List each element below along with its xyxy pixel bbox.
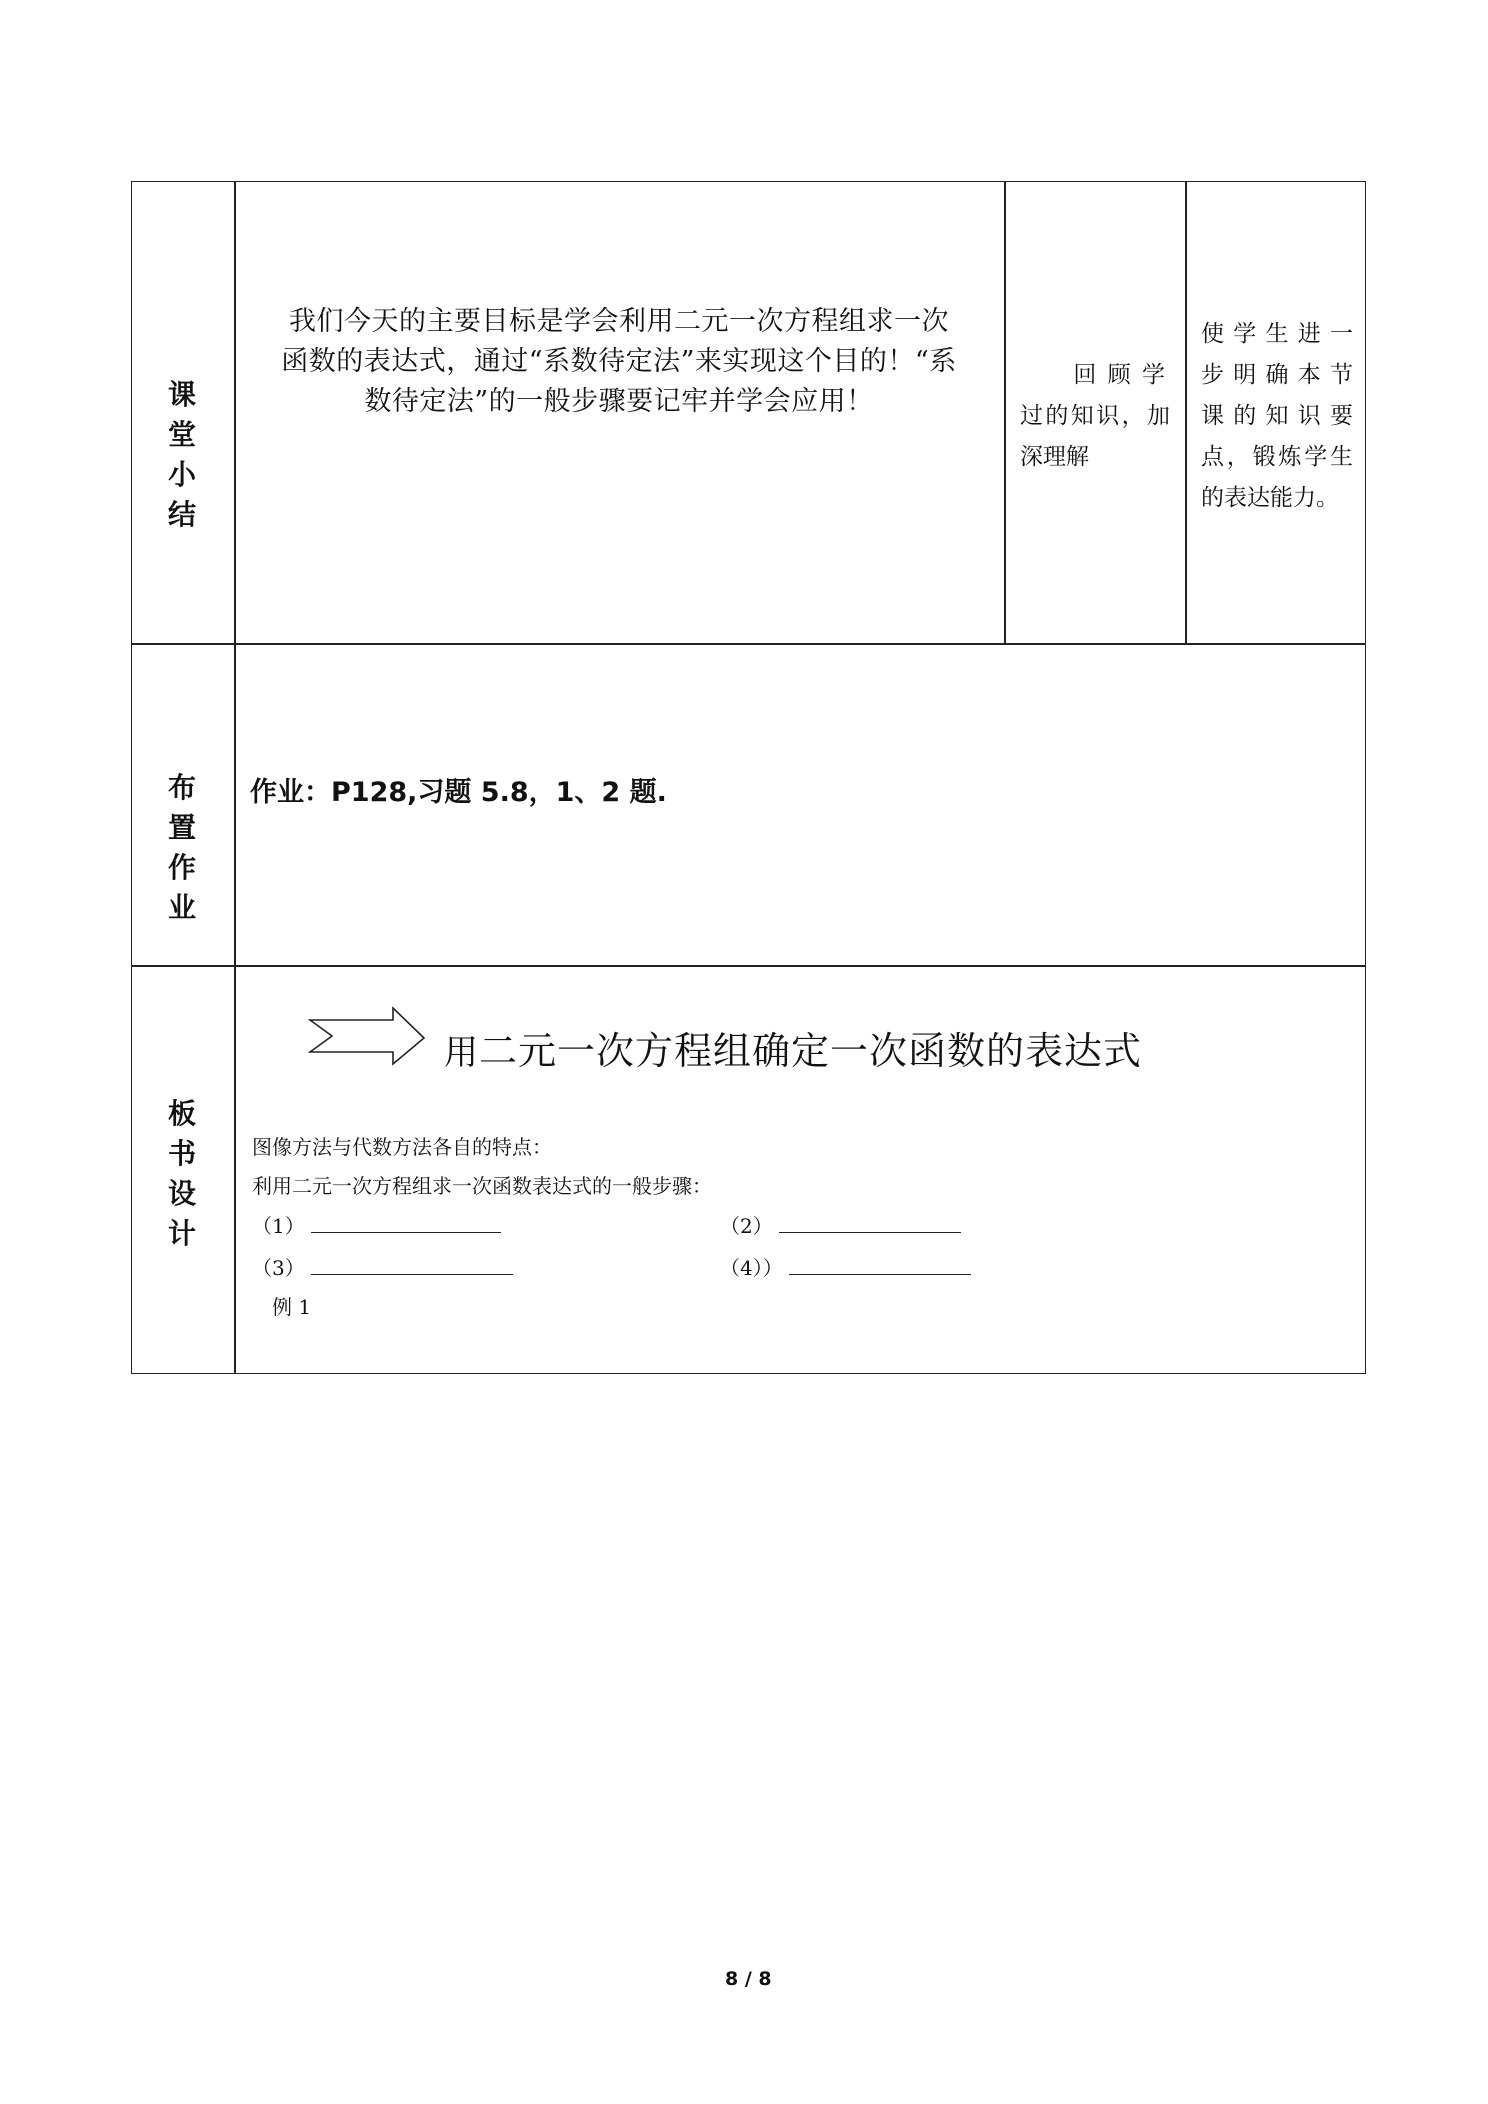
label-line: 小结	[167, 458, 196, 531]
step-1-blank	[311, 1212, 501, 1233]
column-divider	[1185, 182, 1187, 643]
step-4-blank	[789, 1254, 971, 1275]
intent-line: 的表达能力。	[1201, 485, 1339, 511]
board-row-label	[158, 1094, 206, 1254]
example-label: 例 1	[272, 1295, 312, 1319]
row-divider	[132, 643, 1365, 645]
intent-line: 使学生进一	[1201, 321, 1353, 347]
board-title-prefix: 用	[444, 1033, 479, 1073]
label-line: 布置	[167, 771, 196, 844]
activity-line: 回 顾 学	[1073, 362, 1167, 388]
summary-content	[236, 302, 1002, 422]
summary-line: 函数的表达式，通过“系数待定法”来实现这个目的！“系	[281, 346, 957, 377]
board-line-steps: 利用二元一次方程组求一次函数表达式的一般步骤：	[252, 1174, 712, 1198]
right-arrow-icon	[308, 1006, 426, 1066]
board-title	[444, 1020, 1142, 1075]
step-3	[252, 1252, 513, 1281]
design-intent	[1201, 314, 1353, 519]
step-2-blank	[779, 1212, 961, 1233]
activity-line: 过的知识，加	[1020, 403, 1170, 429]
row-divider	[132, 965, 1365, 967]
student-activity	[1020, 355, 1170, 478]
summary-line: 数待定法”的一般步骤要记牢并学会应用！	[364, 386, 874, 417]
summary-row-label	[158, 375, 206, 535]
intent-line: 步明确本节	[1201, 362, 1353, 388]
step-4-label: （4））	[720, 1256, 783, 1280]
board-title-text: 二元一次方程组确定一次函数的表达式	[479, 1029, 1143, 1073]
homework-row-label	[158, 768, 206, 928]
step-3-blank	[311, 1254, 513, 1275]
label-line: 设计	[167, 1177, 196, 1250]
step-2	[720, 1210, 961, 1239]
label-line: 板书	[167, 1097, 196, 1170]
label-line: 作业	[167, 851, 196, 924]
step-4	[720, 1252, 971, 1281]
intent-line: 课的知识要	[1201, 403, 1353, 429]
board-line-features: 图像方法与代数方法各自的特点：	[252, 1135, 552, 1159]
summary-line: 我们今天的主要目标是学会利用二元一次方程组求一次	[289, 306, 949, 337]
step-3-label: （3）	[252, 1256, 305, 1280]
page-number: 8 / 8	[725, 1968, 772, 1990]
column-divider	[1004, 182, 1006, 643]
intent-line: 点，锻炼学生	[1201, 444, 1353, 470]
homework-content: 作业：P128,习题 5.8，1、2 题.	[250, 777, 667, 808]
step-2-label: （2）	[720, 1214, 773, 1238]
step-1-label: （1）	[252, 1214, 305, 1238]
step-1	[252, 1210, 501, 1239]
activity-line: 深理解	[1020, 444, 1089, 470]
label-line: 课堂	[167, 378, 196, 451]
